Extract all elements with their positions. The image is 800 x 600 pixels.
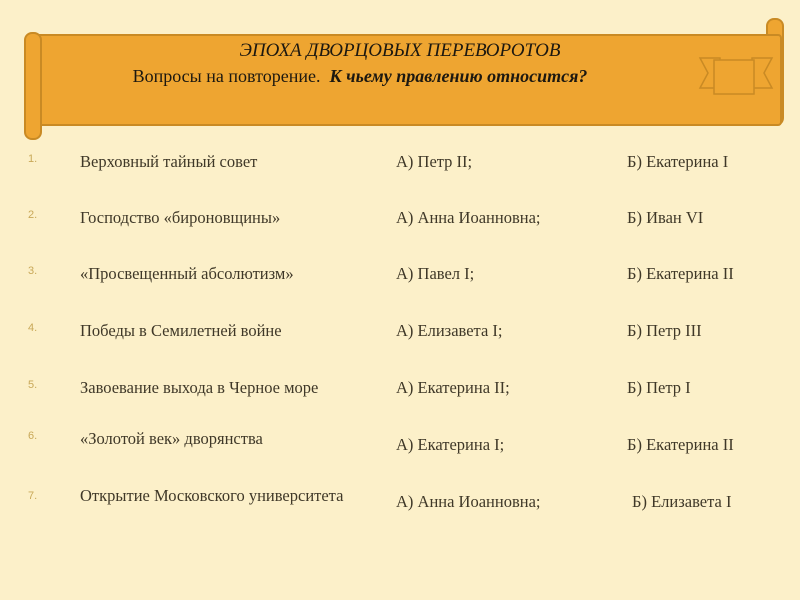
item-number: 3. [28, 265, 38, 277]
page-subtitle [0, 66, 720, 87]
option-a: А) Екатерина I; [396, 435, 505, 454]
page-title: ЭПОХА ДВОРЦОВЫХ ПЕРЕВОРОТОВ [239, 40, 561, 61]
item-number: 2. [28, 209, 38, 221]
option-b: Б) Екатерина II [627, 264, 734, 283]
item-number: 1. [28, 153, 38, 165]
item-question: Господство «бироновщины» [80, 208, 281, 227]
item-question: Открытие Московского университета [80, 486, 344, 505]
item-number: 5. [28, 379, 38, 391]
scroll-flag-icon [698, 56, 774, 96]
item-question: «Просвещенный абсолютизм» [80, 264, 294, 283]
option-a: А) Елизавета I; [396, 321, 503, 340]
option-b: Б) Петр III [627, 321, 702, 340]
option-a: А) Анна Иоанновна; [396, 492, 541, 511]
option-b: Б) Иван VI [627, 208, 704, 227]
subtitle-plain: Вопросы на повторение. [132, 66, 321, 86]
option-a: А) Петр II; [396, 152, 473, 171]
subtitle-question: К чьему правлению относится? [329, 66, 588, 86]
option-b: Б) Елизавета I [632, 492, 732, 511]
item-question: «Золотой век» дворянства [80, 429, 263, 448]
item-number: 6. [28, 430, 38, 442]
item-number: 7. [28, 490, 38, 502]
option-a: А) Анна Иоанновна; [396, 208, 541, 227]
option-b: Б) Петр I [627, 378, 691, 397]
item-number: 4. [28, 322, 38, 334]
option-a: А) Павел I; [396, 264, 475, 283]
option-a: А) Екатерина II; [396, 378, 510, 397]
item-question: Завоевание выхода в Черное море [80, 378, 319, 397]
item-question: Победы в Семилетней войне [80, 321, 282, 340]
option-b: Б) Екатерина II [627, 435, 734, 454]
option-b: Б) Екатерина I [627, 152, 729, 171]
item-question: Верховный тайный совет [80, 152, 258, 171]
